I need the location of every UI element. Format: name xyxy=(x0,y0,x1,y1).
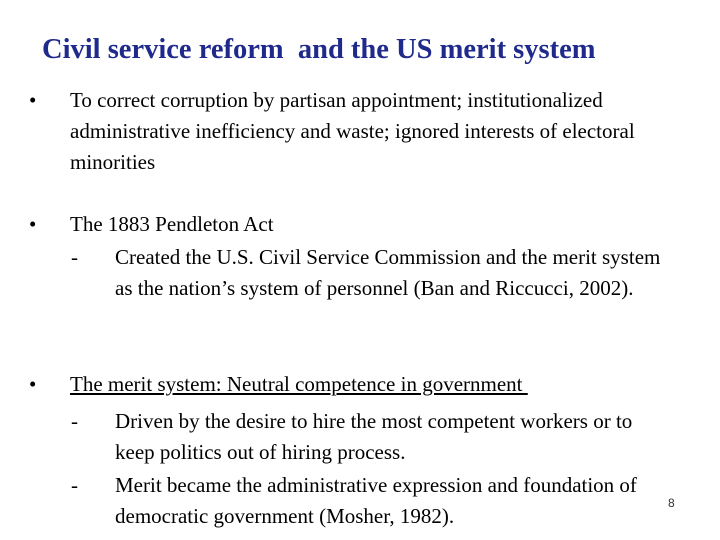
bullet-marker: • xyxy=(29,212,37,236)
bullet-text: To correct corruption by partisan appointment; institutionalized administrative inefficiency and waste; ignored interests of electoral minorities xyxy=(70,88,635,174)
sub-item xyxy=(0,406,720,468)
dash-marker: - xyxy=(71,409,78,433)
bullet-marker: • xyxy=(29,372,37,396)
sub-item-text: Created the U.S. Civil Service Commission and the merit system as the nation’s system of personnel (Ban and Riccucci, 2002). xyxy=(115,245,661,300)
sub-item-text: Driven by the desire to hire the most competent workers or to keep politics out of hiring process. xyxy=(115,409,633,464)
bullet-item-2 xyxy=(0,209,720,335)
sub-item xyxy=(0,242,720,335)
bullet-text: The merit system: Neutral competence in government xyxy=(70,372,528,396)
slide-title: Civil service reform and the US merit system xyxy=(42,34,596,65)
bullet-item-1 xyxy=(0,85,720,178)
sub-item xyxy=(0,470,720,532)
bullet-text: The 1883 Pendleton Act xyxy=(70,212,274,236)
page-number: 8 xyxy=(668,496,675,510)
dash-marker: - xyxy=(71,473,78,497)
bullet-item-3 xyxy=(0,369,720,532)
dash-marker: - xyxy=(71,245,78,269)
bullet-marker: • xyxy=(29,88,37,112)
sub-item-text: Merit became the administrative expression and foundation of democratic government (Mosher, 1982). xyxy=(115,473,637,528)
